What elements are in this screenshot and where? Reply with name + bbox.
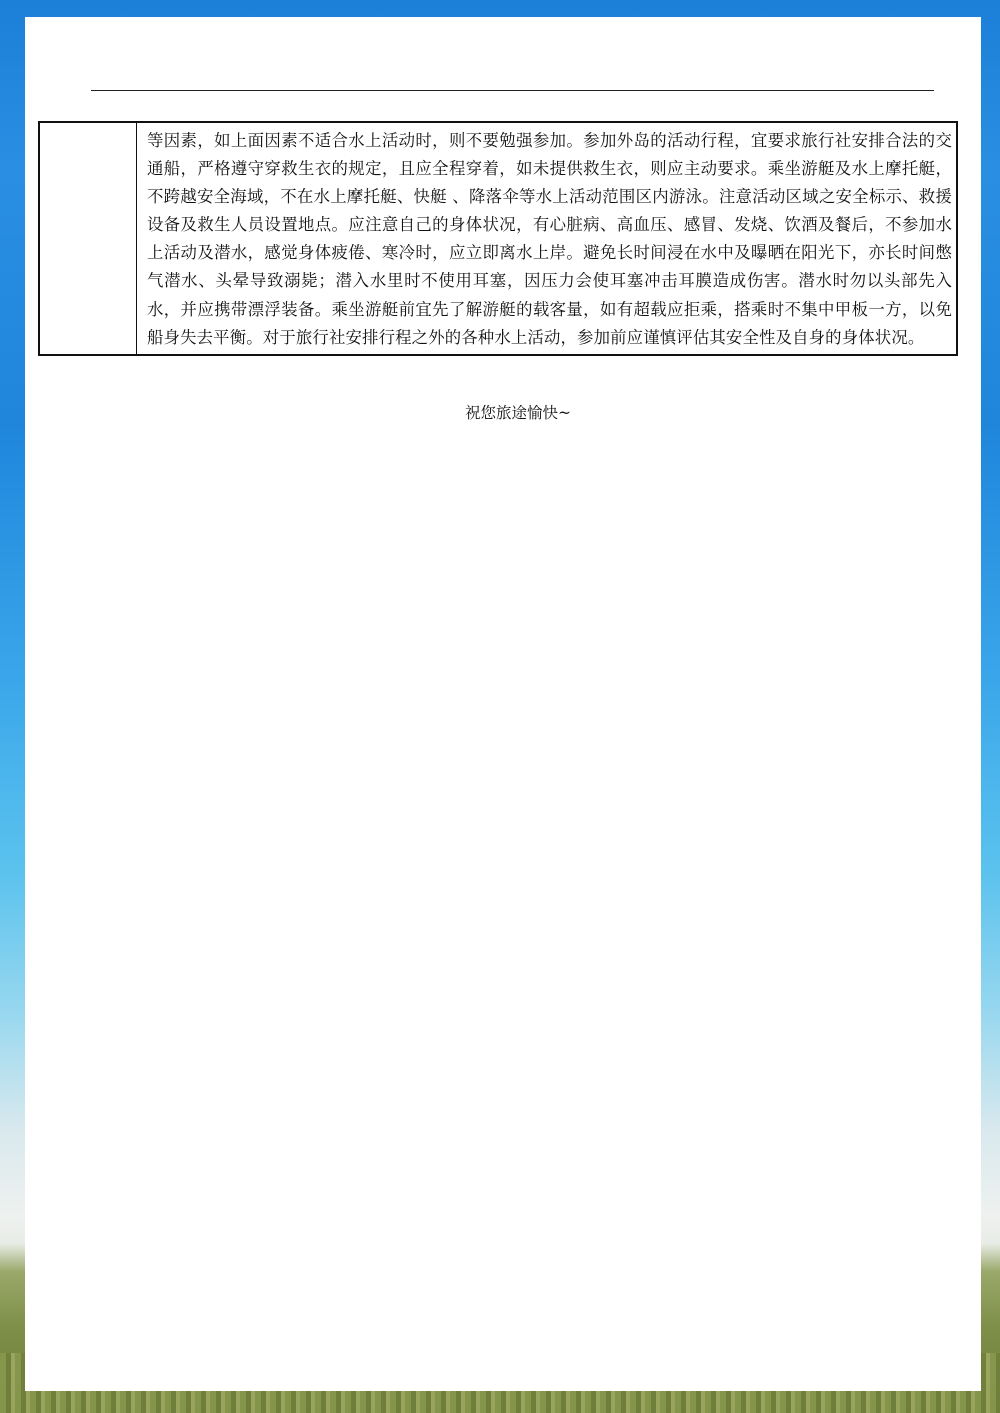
document-page bbox=[25, 17, 981, 1391]
closing-remark: 祝您旅途愉快~ bbox=[465, 404, 571, 422]
content-table bbox=[38, 121, 958, 356]
table-row bbox=[39, 122, 957, 355]
table-label-cell bbox=[39, 122, 137, 355]
table-text-cell: 等因素，如上面因素不适合水上活动时，则不要勉强参加。参加外岛的活动行程，宜要求旅行社安排合法的交通船，严格遵守穿救生衣的规定，且应全程穿着，如未提供救生衣，则应主动要求。乘坐游艇及水上摩托艇，不跨越安全海域，不在水上摩托艇、快艇 、降落伞等水上活动范围区内游泳。注意活动区域之安全标示、救援设备及救生人员设置地点。应注意自己的身体状况，有心脏病、高血压、感冒、发烧、饮酒及餐后，不参加水上活动及潜水，感觉身体疲倦、寒冷时，应立即离水上岸。避免长时间浸在水中及曝晒在阳光下，亦长时间憋气潜水、头晕导致溺毙；潜入水里时不使用耳塞，因压力会使耳塞冲击耳膜造成伤害。潜水时勿以头部先入水，并应携带漂浮装备。乘坐游艇前宜先了解游艇的载客量，如有超载应拒乘，搭乘时不集中甲板一方，以免船身失去平衡。对于旅行社安排行程之外的各种水上活动，参加前应谨慎评估其安全性及自身的身体状况。 bbox=[137, 122, 958, 355]
header-divider bbox=[91, 90, 934, 91]
